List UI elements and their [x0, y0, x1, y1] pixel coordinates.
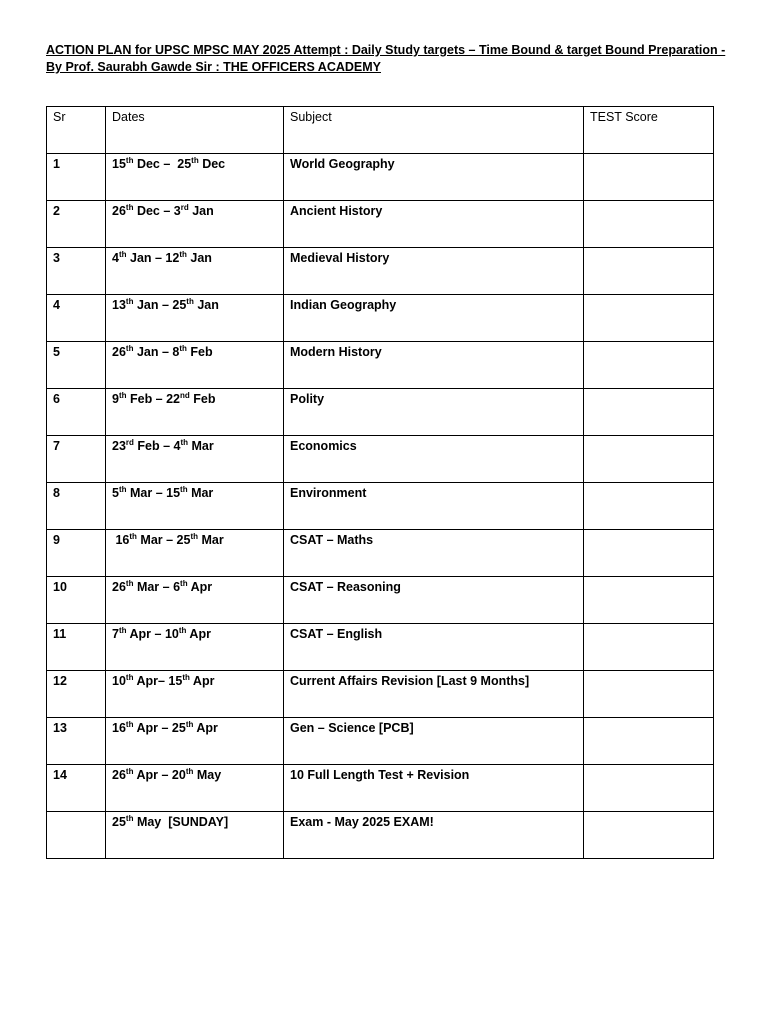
date-start-day: 4	[112, 251, 119, 265]
cell-subject: Polity	[284, 389, 584, 436]
cell-sr: 12	[47, 671, 106, 718]
cell-subject: CSAT – Reasoning	[284, 577, 584, 624]
date-start-suffix: th	[118, 484, 127, 494]
cell-test-score	[584, 389, 714, 436]
cell-subject: CSAT – Maths	[284, 530, 584, 577]
date-start-suffix: th	[125, 766, 134, 776]
cell-dates	[106, 248, 284, 295]
cell-test-score	[584, 624, 714, 671]
date-end-suffix: th	[179, 343, 187, 353]
cell-dates	[106, 436, 284, 483]
date-middle: Feb – 22	[126, 392, 181, 406]
date-end-suffix: th	[178, 625, 187, 635]
cell-sr: 2	[47, 201, 106, 248]
table-row	[47, 154, 714, 201]
cell-test-score	[584, 248, 714, 295]
date-start-day: 26	[112, 580, 126, 594]
cell-test-score	[584, 718, 714, 765]
header-dates: Dates	[106, 107, 284, 154]
cell-dates	[106, 577, 284, 624]
table-row	[47, 436, 714, 483]
date-start-day: 5	[112, 486, 119, 500]
cell-sr: 6	[47, 389, 106, 436]
date-end-month: Apr	[186, 627, 211, 641]
cell-subject: Current Affairs Revision [Last 9 Months]	[284, 671, 584, 718]
cell-test-score	[584, 671, 714, 718]
date-end-suffix: rd	[180, 202, 189, 212]
table-row	[47, 342, 714, 389]
cell-test-score	[584, 436, 714, 483]
date-end-month: Apr	[189, 674, 215, 688]
document-title: ACTION PLAN for UPSC MPSC MAY 2025 Attempt : Daily Study targets – Time Bound & target Bound Preparation - By Prof. Saurabh Gawde Sir : THE OFFICERS ACADEMY	[46, 43, 726, 74]
cell-subject: Exam - May 2025 EXAM!	[284, 812, 584, 859]
date-start-suffix: th	[125, 813, 134, 823]
date-middle: Dec – 25	[133, 157, 192, 171]
cell-subject: Environment	[284, 483, 584, 530]
date-end-month: Jan	[186, 251, 212, 265]
cell-sr: 3	[47, 248, 106, 295]
date-end-month: Jan	[188, 204, 214, 218]
date-end-month: Apr	[187, 580, 213, 594]
table-row	[47, 671, 714, 718]
date-end-suffix: th	[185, 719, 194, 729]
cell-dates	[106, 154, 284, 201]
header-sr: Sr	[47, 107, 106, 154]
cell-dates	[106, 483, 284, 530]
cell-dates	[106, 624, 284, 671]
cell-sr: 11	[47, 624, 106, 671]
cell-test-score	[584, 577, 714, 624]
cell-subject: Medieval History	[284, 248, 584, 295]
cell-subject: Gen – Science [PCB]	[284, 718, 584, 765]
cell-dates	[106, 718, 284, 765]
date-start-suffix: th	[129, 531, 137, 541]
date-middle: Jan – 12	[126, 251, 180, 265]
cell-test-score	[584, 201, 714, 248]
cell-sr: 7	[47, 436, 106, 483]
table-row	[47, 530, 714, 577]
date-end-suffix: th	[191, 155, 199, 165]
date-end-suffix: th	[180, 578, 188, 588]
table-row	[47, 718, 714, 765]
date-start-day: 10	[112, 674, 126, 688]
date-start-day: 26	[112, 204, 126, 218]
cell-sr: 14	[47, 765, 106, 812]
date-middle: Apr – 25	[133, 721, 186, 735]
date-middle: Mar – 25	[136, 533, 191, 547]
cell-sr	[47, 812, 106, 859]
date-start-day: 9	[112, 392, 119, 406]
date-middle: Apr – 10	[126, 627, 179, 641]
cell-subject: 10 Full Length Test + Revision	[284, 765, 584, 812]
date-end-suffix: th	[186, 296, 194, 306]
cell-subject: Ancient History	[284, 201, 584, 248]
date-end-month: Mar	[188, 439, 214, 453]
cell-sr: 10	[47, 577, 106, 624]
cell-test-score	[584, 295, 714, 342]
action-plan-table	[46, 106, 714, 859]
table-row	[47, 389, 714, 436]
date-start-day: 13	[112, 298, 126, 312]
date-start-suffix: th	[118, 249, 127, 259]
date-start-day: 26	[112, 768, 126, 782]
date-end-month: Jan	[193, 298, 219, 312]
date-start-suffix: th	[125, 578, 134, 588]
date-start-suffix: th	[125, 343, 134, 353]
cell-subject: World Geography	[284, 154, 584, 201]
date-end-suffix: th	[185, 766, 194, 776]
table-row	[47, 577, 714, 624]
cell-test-score	[584, 812, 714, 859]
date-start-day: 25	[112, 815, 126, 829]
table-row	[47, 812, 714, 859]
date-end-suffix: th	[180, 484, 188, 494]
cell-dates	[106, 671, 284, 718]
date-middle: Apr– 15	[133, 674, 183, 688]
date-end-month: Dec	[198, 157, 226, 171]
header-subject: Subject	[284, 107, 584, 154]
date-end-month: Mar	[187, 486, 214, 500]
date-middle: May [SUNDAY]	[133, 815, 229, 829]
date-end-suffix: th	[180, 437, 189, 447]
date-start-suffix: th	[118, 625, 127, 635]
table-row	[47, 201, 714, 248]
table-body	[47, 154, 714, 859]
date-end-month: May	[193, 768, 222, 782]
table-row	[47, 765, 714, 812]
cell-dates	[106, 201, 284, 248]
cell-sr: 13	[47, 718, 106, 765]
table-header-row	[47, 107, 714, 154]
date-start-suffix: th	[125, 672, 134, 682]
table-row	[47, 624, 714, 671]
cell-sr: 4	[47, 295, 106, 342]
date-end-suffix: th	[182, 672, 190, 682]
date-start-suffix: th	[125, 202, 134, 212]
date-start-suffix: th	[125, 155, 134, 165]
date-end-suffix: th	[179, 249, 187, 259]
date-middle: Mar – 6	[133, 580, 181, 594]
cell-test-score	[584, 342, 714, 389]
cell-test-score	[584, 154, 714, 201]
cell-dates	[106, 530, 284, 577]
cell-sr: 9	[47, 530, 106, 577]
cell-test-score	[584, 765, 714, 812]
cell-dates	[106, 389, 284, 436]
date-end-month: Apr	[193, 721, 218, 735]
cell-test-score	[584, 530, 714, 577]
date-middle: Apr – 20	[133, 768, 186, 782]
header-test-score: TEST Score	[584, 107, 714, 154]
date-middle: Feb – 4	[133, 439, 181, 453]
cell-dates	[106, 295, 284, 342]
date-middle: Dec – 3	[133, 204, 181, 218]
date-end-suffix: th	[190, 531, 199, 541]
cell-subject: Indian Geography	[284, 295, 584, 342]
date-middle: Jan – 25	[133, 298, 187, 312]
date-start-day: 16	[112, 533, 130, 547]
date-end-month: Feb	[186, 345, 213, 359]
date-start-day: 23	[112, 439, 126, 453]
date-start-suffix: th	[125, 296, 134, 306]
date-start-suffix: th	[125, 719, 134, 729]
date-end-month: Mar	[198, 533, 224, 547]
cell-dates	[106, 342, 284, 389]
date-start-day: 7	[112, 627, 119, 641]
date-middle: Mar – 15	[126, 486, 181, 500]
date-start-day: 15	[112, 157, 126, 171]
cell-dates	[106, 765, 284, 812]
cell-dates	[106, 812, 284, 859]
date-end-month: Feb	[189, 392, 216, 406]
table-row	[47, 295, 714, 342]
cell-sr: 5	[47, 342, 106, 389]
date-end-suffix: nd	[180, 390, 190, 400]
date-start-suffix: th	[118, 390, 127, 400]
cell-test-score	[584, 483, 714, 530]
date-middle: Jan – 8	[133, 345, 180, 359]
date-start-suffix: rd	[125, 437, 134, 447]
cell-subject: Modern History	[284, 342, 584, 389]
cell-sr: 1	[47, 154, 106, 201]
cell-subject: Economics	[284, 436, 584, 483]
cell-subject: CSAT – English	[284, 624, 584, 671]
date-start-day: 16	[112, 721, 126, 735]
table-row	[47, 483, 714, 530]
table-row	[47, 248, 714, 295]
cell-sr: 8	[47, 483, 106, 530]
date-start-day: 26	[112, 345, 126, 359]
